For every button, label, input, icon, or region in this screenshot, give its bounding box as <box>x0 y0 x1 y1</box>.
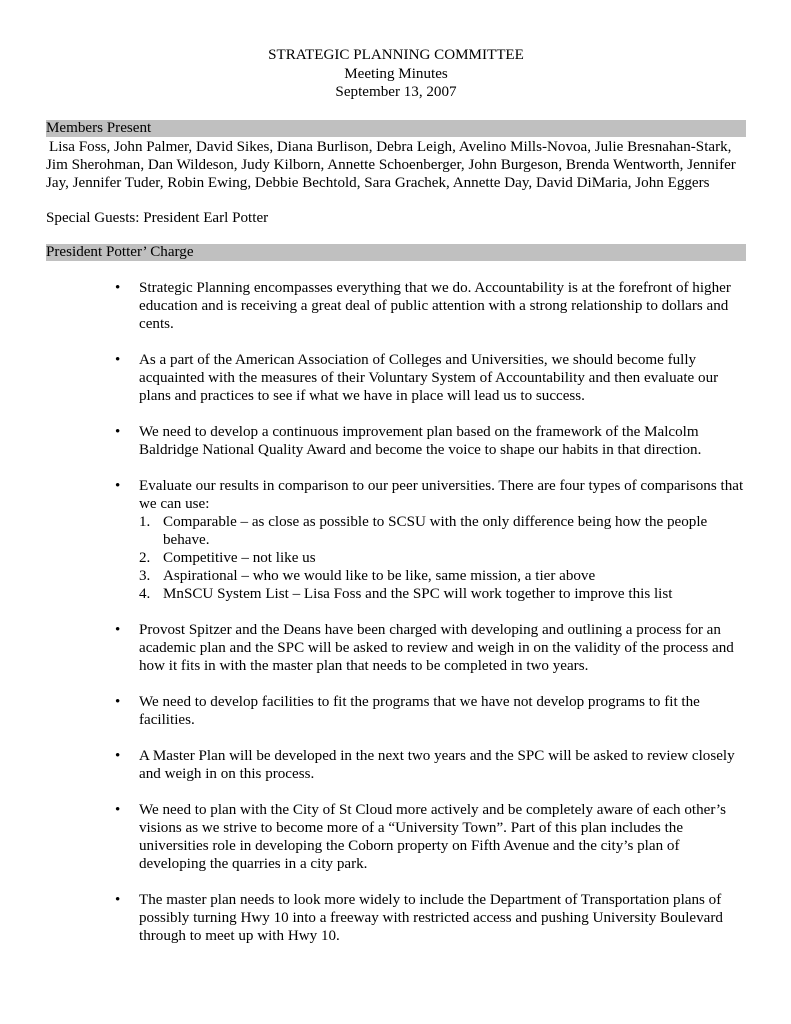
bullet-text: We need to plan with the City of St Cloud more actively and be completely aware of each other’s visions as we strive to become more of a “University Town”. Part of this plan includes the universities role in developing the Coborn property on Fifth Avenue and the city’s plan of developing the quarries in a city park. <box>139 801 726 872</box>
list-item <box>46 693 746 729</box>
charge-bullet-list <box>46 279 746 945</box>
bullet-text: The master plan needs to look more widely to include the Department of Transportation plans of possibly turning Hwy 10 into a freeway with restricted access and pushing University Boulevard through to meet up with Hwy 10. <box>139 891 723 944</box>
bullet-icon: • <box>115 477 121 494</box>
bullet-icon: • <box>115 279 121 296</box>
bullet-icon: • <box>115 693 121 710</box>
list-item <box>46 621 746 675</box>
comparison-item <box>139 567 746 585</box>
bullet-text: Evaluate our results in comparison to our peer universities. There are four types of comparisons that we can use: <box>139 477 744 512</box>
comparison-item <box>139 585 746 603</box>
bullet-text: As a part of the American Association of Colleges and Universities, we should become fully acquainted with the measures of their Voluntary System of Accountability and then evaluate our plans and practices to see if what we have in place will lead us to success. <box>139 351 719 404</box>
comparison-text: Aspirational – who we would like to be like, same mission, a tier above <box>163 567 596 584</box>
bullet-text: A Master Plan will be developed in the next two years and the SPC will be asked to review closely and weigh in on this process. <box>139 747 735 782</box>
bullet-text: We need to develop a continuous improvement plan based on the framework of the Malcolm Baldridge National Quality Award and become the voice to shape our habits in that direction. <box>139 423 702 458</box>
list-item <box>46 747 746 783</box>
list-item <box>46 801 746 873</box>
document-header <box>46 46 746 102</box>
list-item <box>46 279 746 333</box>
comparison-number: 1. <box>139 513 151 530</box>
bullet-text: We need to develop facilities to fit the programs that we have not develop programs to fit the facilities. <box>139 693 700 728</box>
list-item <box>46 351 746 405</box>
meeting-date: September 13, 2007 <box>335 84 457 100</box>
president-charge-heading: President Potter’ Charge <box>46 244 746 261</box>
bullet-icon: • <box>115 801 121 818</box>
comparison-list <box>139 513 746 603</box>
comparison-number: 4. <box>139 585 151 602</box>
bullet-icon: • <box>115 351 121 368</box>
bullet-icon: • <box>115 621 121 638</box>
comparison-item <box>139 513 746 549</box>
document-page <box>46 46 746 963</box>
comparison-text: Competitive – not like us <box>163 549 316 566</box>
comparison-item <box>139 549 746 567</box>
members-present-list: Lisa Foss, John Palmer, David Sikes, Diana Burlison, Debra Leigh, Avelino Mills-Novoa, Julie Bresnahan-Stark, Jim Sherohman, Dan Wildeson, Judy Kilborn, Annette Schoenberger, John Burgeson, Brenda Wentworth, Jennifer Jay, Jennifer Tuder, Robin Ewing, Debbie Bechtold, Sara Grachek, Annette Day, David DiMaria, John Eggers <box>46 138 736 191</box>
list-item <box>46 423 746 459</box>
committee-title: STRATEGIC PLANNING COMMITTEE <box>268 47 524 63</box>
comparison-number: 3. <box>139 567 151 584</box>
comparison-text: Comparable – as close as possible to SCSU with the only difference being how the people behave. <box>163 513 708 548</box>
comparison-number: 2. <box>139 549 151 566</box>
bullet-icon: • <box>115 747 121 764</box>
bullet-text: Strategic Planning encompasses everything that we do. Accountability is at the forefront of higher education and is receiving a great deal of public attention with a strong relationship to dollars and cents. <box>139 279 731 332</box>
list-item <box>46 477 746 603</box>
document-subtitle: Meeting Minutes <box>344 65 448 82</box>
bullet-text: Provost Spitzer and the Deans have been charged with developing and outlining a process for an academic plan and the SPC will be asked to review and weigh in on the validity of the process and how it fits in with the master plan that needs to be completed in two years. <box>139 621 734 674</box>
comparison-text: MnSCU System List – Lisa Foss and the SPC will work together to improve this list <box>163 585 673 602</box>
bullet-icon: • <box>115 891 121 908</box>
special-guests: Special Guests: President Earl Potter <box>46 209 269 226</box>
bullet-icon: • <box>115 423 121 440</box>
members-present-heading: Members Present <box>46 120 746 137</box>
list-item <box>46 891 746 945</box>
